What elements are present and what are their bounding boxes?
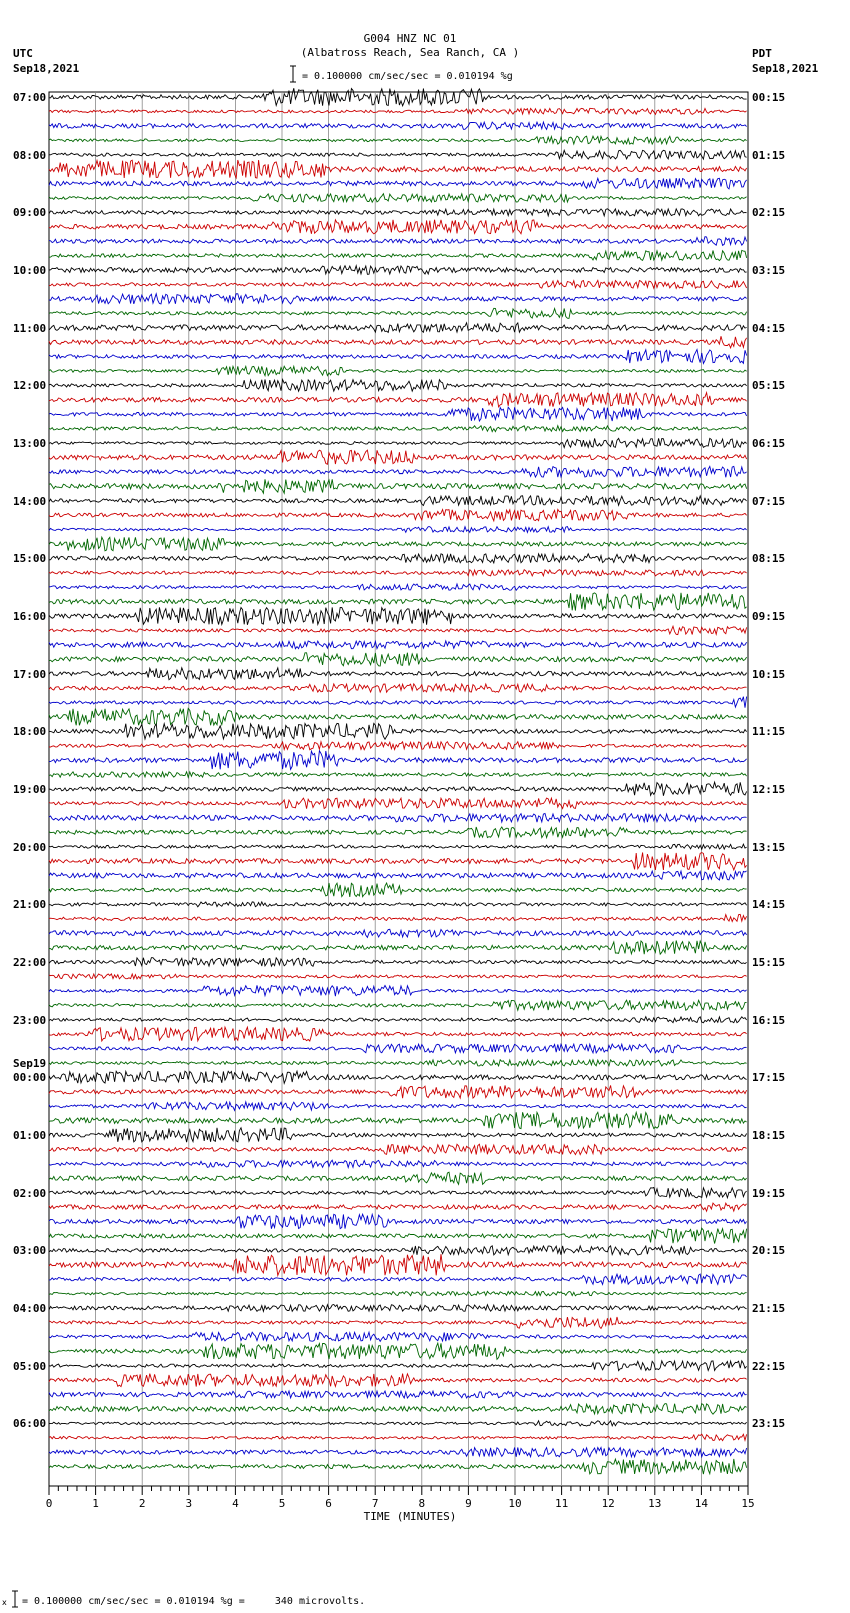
trace-35 <box>49 584 747 590</box>
trace-80 <box>49 1228 747 1243</box>
trace-28 <box>49 479 747 493</box>
utc-hour-label: 04:00 <box>13 1302 47 1315</box>
trace-66 <box>49 1027 747 1041</box>
utc-hour-label: 03:00 <box>13 1244 47 1258</box>
pdt-hour-label: 01:15 <box>752 148 786 162</box>
utc-hour-label: 02:00 <box>13 1186 47 1200</box>
trace-56 <box>49 883 747 897</box>
footer-scale-text: = 0.100000 cm/sec/sec = 0.010194 %g = 340 microvolts. <box>22 1596 366 1607</box>
trace-90 <box>49 1374 747 1387</box>
x-tick-label-1: 1 <box>92 1497 99 1510</box>
trace-37 <box>49 607 747 625</box>
trace-4 <box>49 136 747 144</box>
utc-hour-label: 09:00 <box>13 206 47 220</box>
utc-hour-label: 06:00 <box>13 1417 47 1431</box>
x-tick-label-14: 14 <box>694 1497 709 1510</box>
station-location: (Albatross Reach, Sea Ranch, CA ) <box>300 46 520 59</box>
x-tick-label-3: 3 <box>185 1497 193 1510</box>
trace-40 <box>49 653 747 666</box>
trace-12 <box>49 250 747 260</box>
utc-hour-label: 17:00 <box>13 667 47 681</box>
trace-48 <box>49 772 747 778</box>
trace-33 <box>49 554 747 563</box>
trace-46 <box>49 742 747 750</box>
x-tick-label-13: 13 <box>648 1497 662 1510</box>
x-axis-label: TIME (MINUTES) <box>363 1510 457 1523</box>
trace-58 <box>49 914 747 921</box>
trace-47 <box>49 751 747 770</box>
pdt-hour-label: 14:15 <box>752 898 786 912</box>
x-tick-label-5: 5 <box>278 1497 286 1510</box>
pdt-hour-label: 07:15 <box>752 494 786 508</box>
x-tick-label-0: 0 <box>45 1497 53 1510</box>
trace-50 <box>49 798 747 809</box>
trace-42 <box>49 684 747 692</box>
utc-hour-label: 01:00 <box>13 1129 47 1142</box>
trace-43 <box>49 697 747 708</box>
footer-scale-bar-icon <box>2 1590 22 1608</box>
utc-hour-label: 21:00 <box>13 898 47 912</box>
utc-hour-label: 05:00 <box>13 1359 47 1373</box>
trace-94 <box>49 1434 747 1440</box>
trace-14 <box>49 280 747 288</box>
utc-hour-label: 20:00 <box>13 840 47 854</box>
pdt-hour-label: 03:15 <box>752 264 786 277</box>
utc-hour-label: 13:00 <box>13 437 47 450</box>
trace-72 <box>49 1112 747 1128</box>
trace-36 <box>49 593 747 611</box>
trace-39 <box>49 641 747 649</box>
trace-41 <box>49 668 747 680</box>
pdt-hour-label: 05:15 <box>752 379 786 393</box>
trace-7 <box>49 178 747 189</box>
trace-29 <box>49 496 747 506</box>
trace-8 <box>49 194 747 203</box>
trace-96 <box>49 1459 747 1474</box>
utc-hour-label: 22:00 <box>13 956 47 969</box>
trace-78 <box>49 1203 747 1211</box>
trace-2 <box>49 108 747 114</box>
utc-hour-label: 08:00 <box>13 148 47 162</box>
pdt-hour-label: 08:15 <box>752 552 786 566</box>
trace-77 <box>49 1188 747 1198</box>
pdt-hour-label: 22:15 <box>752 1359 786 1373</box>
utc-hour-label: 12:00 <box>13 379 47 393</box>
trace-52 <box>49 827 747 838</box>
right-date: Sep18,2021 <box>752 62 819 75</box>
trace-75 <box>49 1160 747 1167</box>
scale-text: = 0.100000 cm/sec/sec = 0.010194 %g <box>302 71 513 82</box>
x-tick-label-7: 7 <box>371 1497 379 1510</box>
pdt-hour-label: 19:15 <box>752 1186 786 1200</box>
trace-51 <box>49 814 747 823</box>
trace-74 <box>49 1144 747 1154</box>
trace-21 <box>49 380 747 392</box>
trace-57 <box>49 902 747 907</box>
pdt-hour-label: 04:15 <box>752 321 786 335</box>
trace-79 <box>49 1214 747 1229</box>
trace-16 <box>49 308 747 318</box>
trace-68 <box>49 1060 747 1066</box>
trace-64 <box>49 1000 747 1010</box>
trace-27 <box>49 466 747 477</box>
trace-93 <box>49 1421 747 1426</box>
trace-59 <box>49 929 747 937</box>
trace-70 <box>49 1085 747 1098</box>
trace-10 <box>49 220 747 234</box>
trace-22 <box>49 393 747 407</box>
trace-73 <box>49 1128 747 1142</box>
right-timezone: PDT <box>752 47 772 60</box>
trace-24 <box>49 426 747 432</box>
trace-65 <box>49 1017 747 1023</box>
pdt-hour-label: 18:15 <box>752 1129 786 1142</box>
trace-81 <box>49 1246 747 1255</box>
pdt-hour-label: 21:15 <box>752 1302 786 1315</box>
svg-text:x: x <box>2 1598 7 1607</box>
trace-61 <box>49 958 747 967</box>
utc-hour-label: 14:00 <box>13 494 47 508</box>
trace-69 <box>49 1071 747 1083</box>
station-title: G004 HNZ NC 01 <box>363 32 457 45</box>
pdt-hour-label: 02:15 <box>752 206 786 220</box>
scale-bar-icon <box>288 65 298 83</box>
utc-hour-label: 07:00 <box>13 91 47 104</box>
pdt-hour-label: 13:15 <box>752 840 786 854</box>
x-tick-label-2: 2 <box>138 1497 146 1510</box>
trace-9 <box>49 209 747 216</box>
trace-87 <box>49 1332 747 1341</box>
utc-hour-label: 19:00 <box>13 783 47 796</box>
x-tick-label-8: 8 <box>418 1497 426 1510</box>
x-tick-label-6: 6 <box>325 1497 332 1510</box>
trace-55 <box>49 871 747 880</box>
trace-17 <box>49 323 747 333</box>
x-tick-label-12: 12 <box>601 1497 615 1510</box>
x-tick-label-4: 4 <box>232 1497 239 1510</box>
utc-hour-label: 16:00 <box>13 610 47 623</box>
trace-45 <box>49 723 747 739</box>
trace-20 <box>49 366 747 375</box>
utc-hour-label: 00:00 <box>13 1071 47 1085</box>
pdt-hour-label: 16:15 <box>752 1013 786 1027</box>
trace-86 <box>49 1317 747 1329</box>
pdt-hour-label: 11:15 <box>752 725 786 739</box>
left-date: Sep18,2021 <box>13 62 80 75</box>
x-tick-label-9: 9 <box>465 1497 472 1510</box>
utc-hour-label: 18:00 <box>13 725 47 739</box>
trace-34 <box>49 570 747 576</box>
trace-11 <box>49 237 747 246</box>
trace-67 <box>49 1044 747 1053</box>
trace-82 <box>49 1254 747 1275</box>
trace-6 <box>49 160 747 178</box>
trace-18 <box>49 336 747 348</box>
trace-32 <box>49 537 747 551</box>
utc-hour-label: 11:00 <box>13 321 47 335</box>
trace-60 <box>49 941 747 955</box>
trace-89 <box>49 1361 747 1371</box>
trace-5 <box>49 150 747 159</box>
trace-30 <box>49 509 747 520</box>
utc-hour-label: 23:00 <box>13 1013 47 1027</box>
trace-83 <box>49 1274 747 1284</box>
trace-1 <box>49 88 747 106</box>
pdt-hour-label: 00:15 <box>752 91 786 104</box>
pdt-hour-label: 09:15 <box>752 610 786 623</box>
trace-13 <box>49 266 747 275</box>
trace-84 <box>49 1291 747 1295</box>
trace-31 <box>49 527 747 533</box>
trace-76 <box>49 1172 747 1184</box>
trace-92 <box>49 1404 747 1415</box>
x-tick-label-10: 10 <box>508 1497 522 1510</box>
seismic-traces <box>49 88 747 1474</box>
trace-49 <box>49 782 747 796</box>
pdt-hour-label: 10:15 <box>752 667 786 681</box>
trace-15 <box>49 294 747 304</box>
trace-3 <box>49 122 747 129</box>
day-change-label: Sep19 <box>13 1057 47 1071</box>
pdt-hour-label: 17:15 <box>752 1071 786 1085</box>
trace-25 <box>49 438 747 447</box>
time-axis <box>46 1486 755 1510</box>
pdt-hour-label: 12:15 <box>752 783 786 796</box>
trace-63 <box>49 985 747 996</box>
trace-85 <box>49 1305 747 1312</box>
x-tick-label-15: 15 <box>741 1497 755 1510</box>
trace-54 <box>49 853 747 870</box>
utc-hour-label: 10:00 <box>13 264 47 277</box>
trace-88 <box>49 1343 747 1359</box>
trace-23 <box>49 407 747 421</box>
utc-hour-label: 15:00 <box>13 552 47 566</box>
trace-19 <box>49 350 747 364</box>
pdt-hour-label: 06:15 <box>752 437 786 450</box>
pdt-hour-label: 15:15 <box>752 956 786 969</box>
left-timezone: UTC <box>13 47 33 60</box>
trace-38 <box>49 626 747 634</box>
x-tick-label-11: 11 <box>554 1497 569 1510</box>
trace-71 <box>49 1102 747 1111</box>
pdt-hour-label: 23:15 <box>752 1417 786 1431</box>
trace-95 <box>49 1448 747 1457</box>
trace-26 <box>49 450 747 464</box>
trace-91 <box>49 1391 747 1398</box>
trace-53 <box>49 844 747 849</box>
pdt-hour-label: 20:15 <box>752 1244 786 1258</box>
trace-44 <box>49 708 747 725</box>
trace-62 <box>49 974 747 979</box>
